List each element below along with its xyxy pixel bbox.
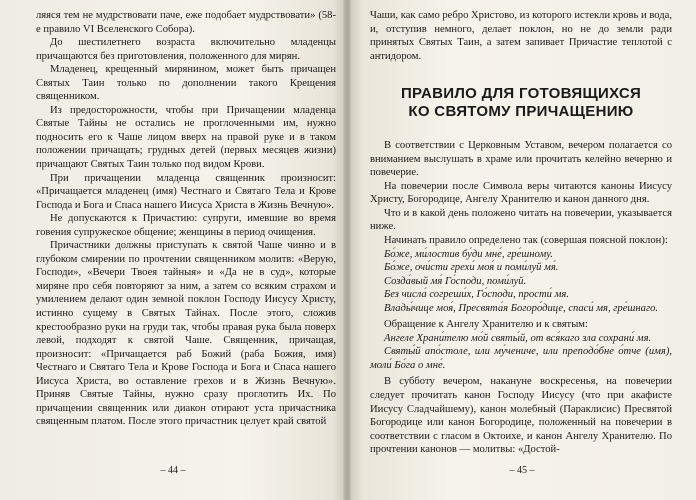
section-title [370, 85, 672, 121]
prayer-line: Бо́же, очи́сти грехи́ моя́ и поми́луй мя́. [384, 262, 559, 274]
prayer-line: Созда́вый мя́ Го́споди, поми́луй. [384, 275, 527, 287]
paragraph: Чаши, как само ребро Христово, из которого истекли кровь и вода, и, отступив немного, делает поклон, но не до земли ради принятых Святых Таин, а затем запивает Причастие теплотой с антидором. [370, 10, 672, 62]
paragraph: Из предосторожности, чтобы при Причащении младенца Святые Тайны не остались не проглоченными им, нужно подносить его к Чаше лицом вверх на правой руке и в таком положении причащать; грудных детей (первых месяцев жизни) причащают Святых Таин только под видом Крови. [36, 104, 336, 171]
page-number-right: – 45 – [509, 465, 535, 476]
right-page [348, 0, 696, 500]
book-gutter [343, 0, 351, 500]
paragraph: Обращение к Ангелу Хранителю и к святым: [384, 319, 588, 331]
rule-text [370, 139, 672, 457]
left-page-text [36, 9, 336, 429]
paragraph: При причащении младенца священник произносит: «Причащается младенец (имя) Честнаго и Святаго Тела и Крове Господа и Бога и Спаса нашего Иисуса Христа в Жизнь Вечную». [36, 172, 336, 211]
paragraph: Начинать правило определено так (совершая поясной поклон): [384, 235, 668, 247]
paragraph: В соответствии с Церковным Уставом, вечером полагается со вниманием выслушать в храме или прочитать келейно вечерню и повечерие. [370, 140, 672, 179]
paragraph: Что и в какой день положено читать на повечерии, указывается ниже. [370, 207, 672, 233]
paragraph: На повечерии после Символа веры читаются каноны Иисусу Христу, Богородице, Ангелу Хранителю и канон данного дня. [370, 180, 672, 206]
prayer-line: Ангеле Храни́телю мо́й святы́й, от вся́каго зла сохрани́ мя. [384, 332, 652, 344]
section-title-line-1: ПРАВИЛО ДЛЯ ГОТОВЯЩИХСЯ [400, 85, 642, 103]
section-title-line-2: КО СВЯТОМУ ПРИЧАЩЕНИЮ [408, 103, 634, 121]
paragraph: В субботу вечером, накануне воскресенья, на повечерии следует прочитать канон Господу Иисусу (что при акафисте Иисусу Сладчайшему), канон молебный (Параклисис) Пресвятой Богородице или канон Богородице, положенный на повечерии в соответствии с гласом в Октоихе, и канон Ангелу Хранителю. По прочтении канонов — молитвы: «Достой- [370, 376, 672, 456]
left-page [0, 0, 346, 500]
page-number-left: – 44 – [160, 465, 186, 476]
paragraph: ляяся тем не мудрствовати паче, еже подобает мудрствовати» (58-е правило VI Вселенского Собора). [36, 10, 336, 35]
prayer-line: Святы́й апо́столе, или му́чениче, или преподо́бне о́тче (имя), моли́ Бо́га о мне́. [370, 346, 672, 371]
prayer-line: Без числа́ согреши́х, Го́споди, прости́ мя. [384, 289, 569, 301]
prayer-line: Влады́чице моя́, Пресвята́я Богоро́дице, спаси́ мя, гре́шнаго. [384, 302, 659, 314]
paragraph: Причастники должны приступать к святой Чаше чинно и в глубоком смирении по прочтении священником молитв: «Верую, Господи», «Вечери Твоея тайныя» и «Да не в суд», которые миряне про себя повторяют за ним, а затем со всяким страхом и умилением делают один земной поклон Господу Иисусу Христу, истинно сущему в Святых Тайнах. После этого, сложив крестообразно руки на груди так, чтобы правая рука была поверх левой, подходят к святой Чаше. Священник, причащая, произносит: «Причащается раб Божий (раба Божия, имя) Честнаго и Святаго Тела и Крове Господа и Бога и Спаса нашего Иисуса Христа, во оставление грехов и в Жизнь Вечную». Приняв Святые Тайны, нужно сразу проглотить Их. По причащении священник или диакон отирают уста причастника священным платом. После этого причастник целует край святой [36, 240, 336, 428]
right-page-text [370, 9, 672, 63]
paragraph: Младенец, крещенный мирянином, может быть причащен Святых Таин только по дополнении такого Крещения священником. [36, 64, 336, 103]
paragraph: До шестилетнего возраста включительно младенцы причащаются без приготовления, положенного для мирян. [36, 37, 336, 62]
prayer-line: Бо́же, ми́лостив бу́ди мне́, гре́шному. [384, 248, 553, 260]
paragraph: Не допускаются к Причастию: супруги, имевшие во время говения супружеское общение; женщины в период очищения. [36, 213, 336, 238]
